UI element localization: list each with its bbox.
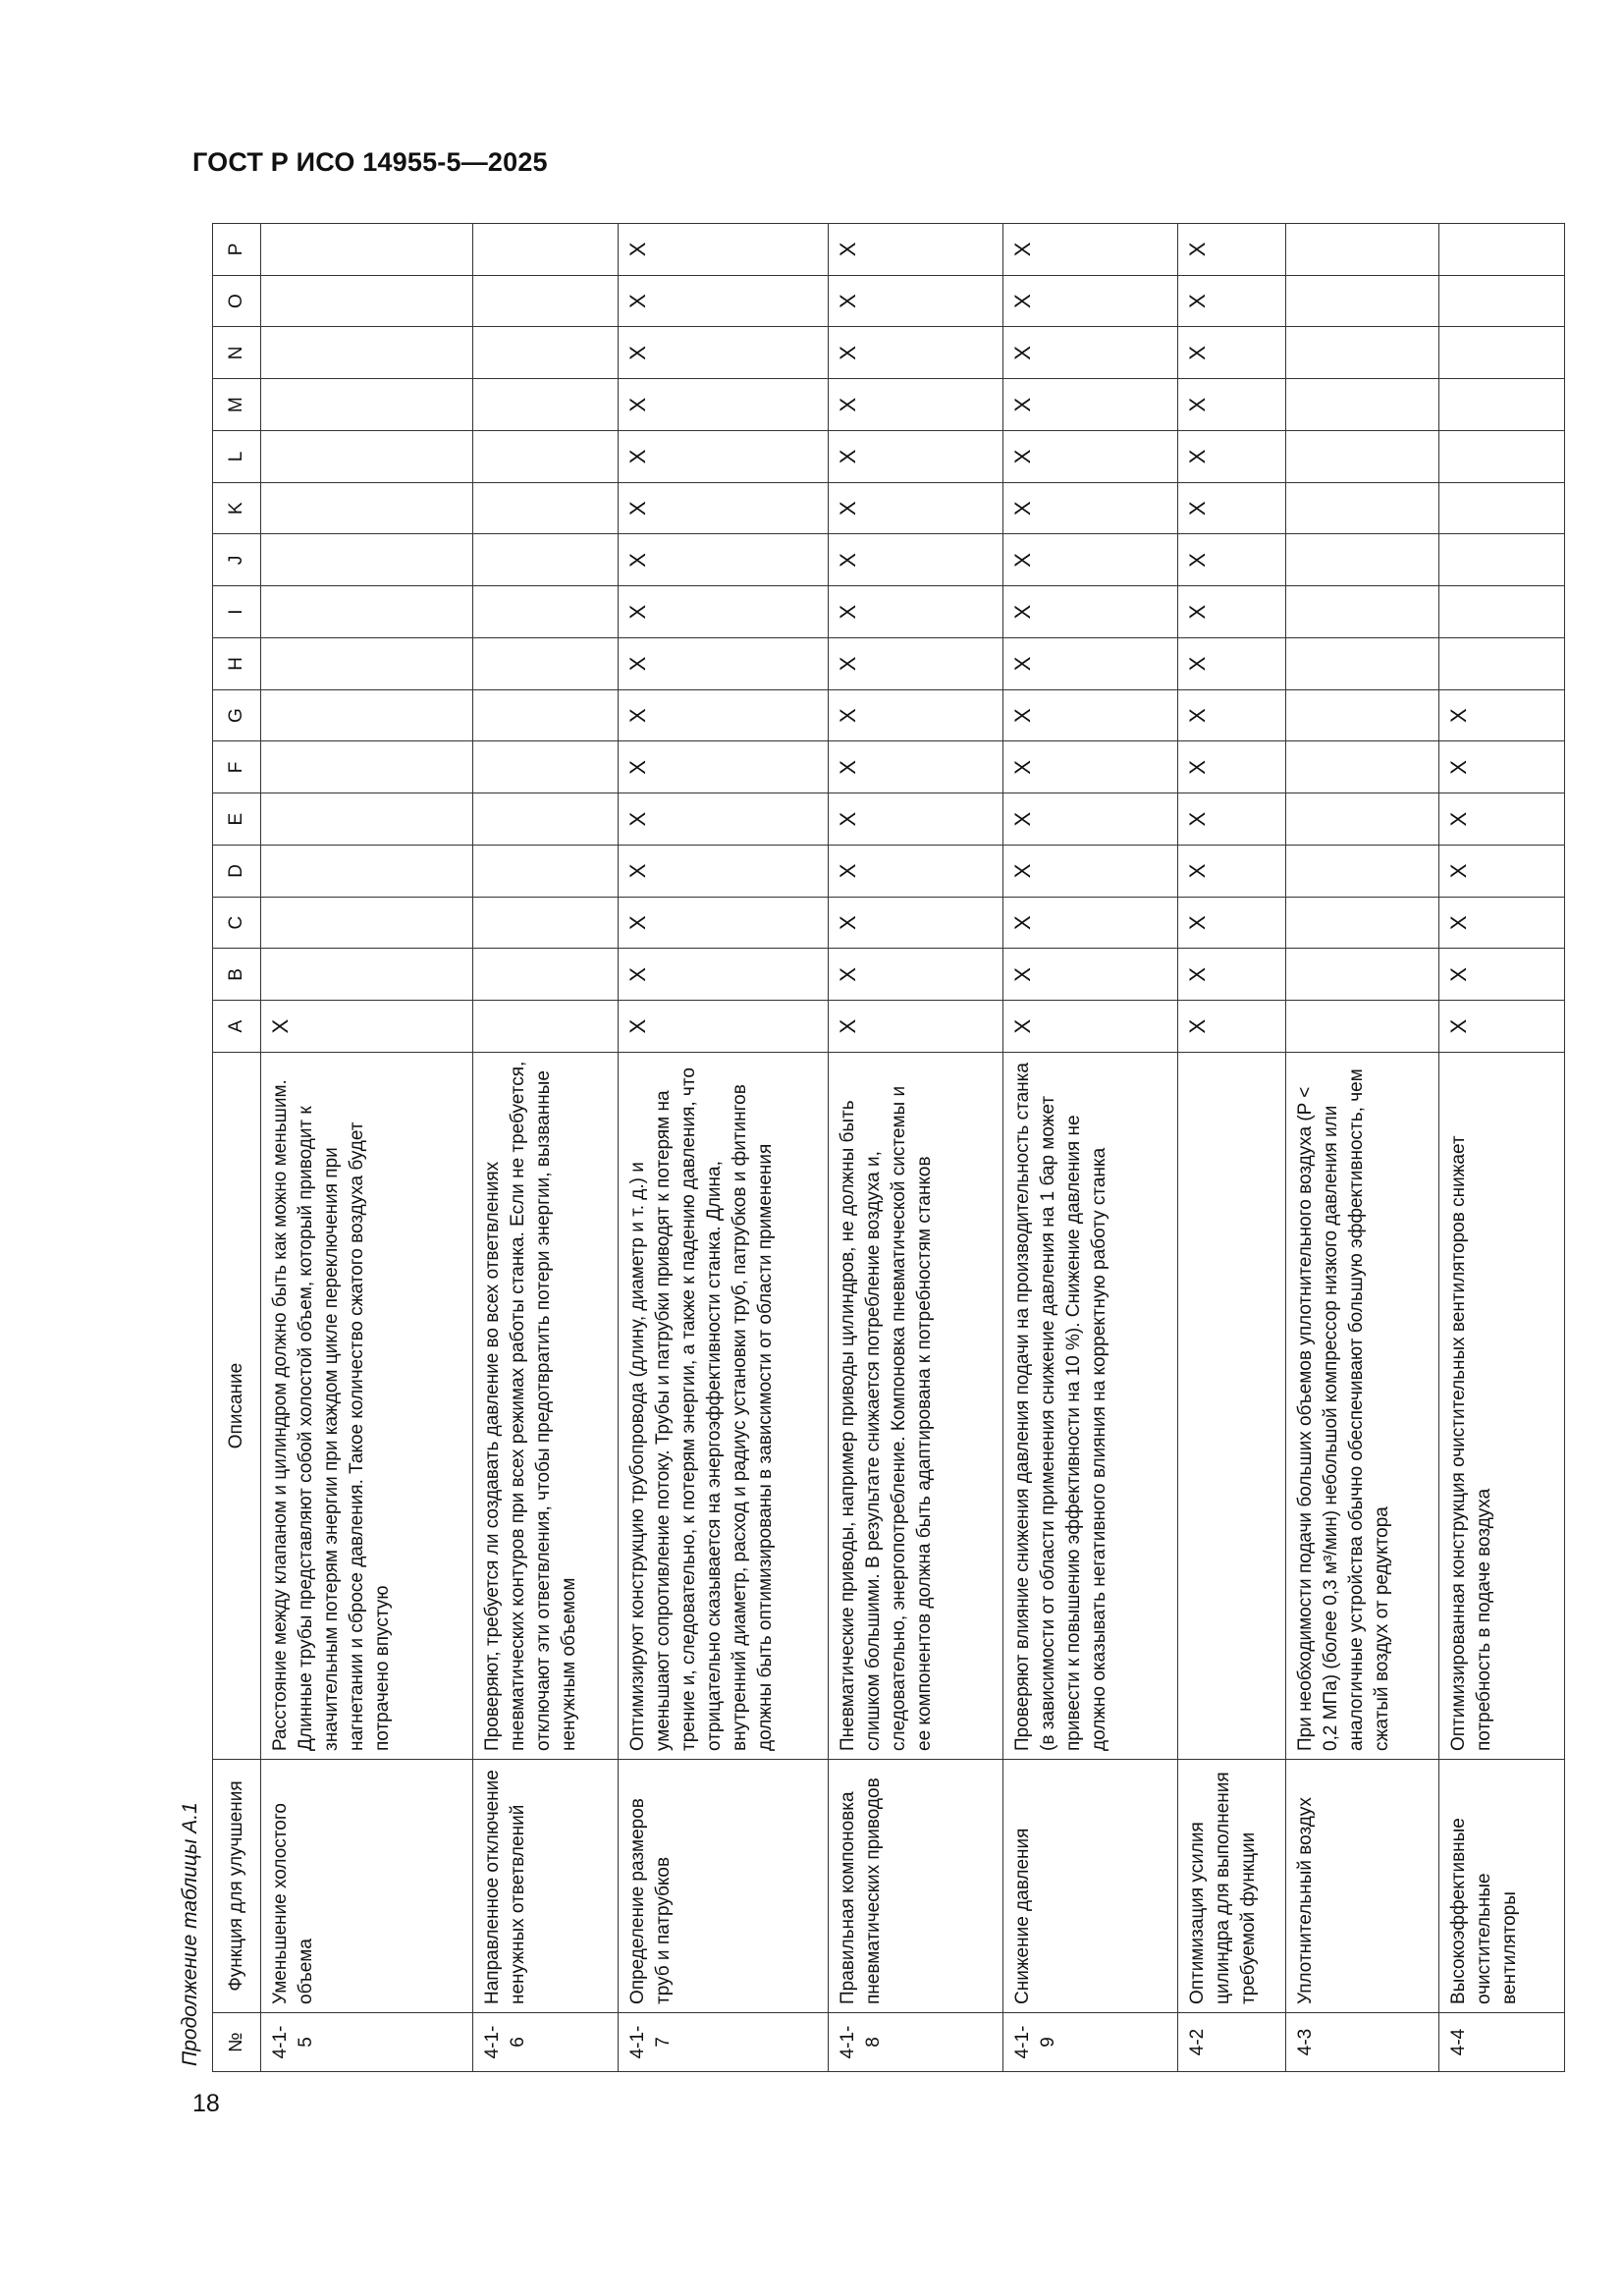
column-header: M: [213, 379, 261, 431]
applicability-mark: X: [829, 897, 1003, 949]
improvement-function: Высокоэффективные очистительные вентиляторы: [1439, 1760, 1565, 2013]
applicability-mark: X: [1178, 949, 1286, 1001]
applicability-mark: X: [1003, 379, 1178, 431]
applicability-mark: [261, 534, 473, 586]
applicability-mark: [261, 793, 473, 846]
applicability-mark: [473, 846, 619, 898]
applicability-mark: [473, 379, 619, 431]
applicability-mark: X: [829, 949, 1003, 1001]
column-header: K: [213, 482, 261, 534]
applicability-mark: X: [829, 586, 1003, 638]
applicability-mark: [261, 949, 473, 1001]
applicability-mark: X: [1003, 949, 1178, 1001]
improvement-function: Уменьшение холостого объема: [261, 1760, 473, 2013]
table-caption: Продолжение таблицы А.1: [179, 1802, 201, 2066]
applicability-mark: [261, 638, 473, 690]
applicability-mark: X: [619, 638, 829, 690]
applicability-mark: [261, 224, 473, 276]
improvement-functions-table: [212, 223, 1565, 2072]
applicability-mark: X: [1003, 586, 1178, 638]
applicability-mark: X: [1178, 275, 1286, 327]
applicability-mark: [1286, 224, 1439, 276]
function-description: Расстояние между клапаном и цилиндром должно быть как можно меньшим. Длинные трубы представляют собой холостой объем, который приводит к значительным потерям энергии при каждом цикле переключения при нагнетании и сбросе давления. Такое количество сжатого воздуха будет потрачено впустую: [261, 1053, 473, 1760]
applicability-mark: [1286, 1001, 1439, 1053]
applicability-mark: [261, 379, 473, 431]
applicability-mark: [261, 741, 473, 793]
applicability-mark: X: [829, 482, 1003, 534]
applicability-mark: X: [829, 638, 1003, 690]
applicability-mark: X: [1178, 741, 1286, 793]
applicability-mark: X: [1178, 586, 1286, 638]
applicability-mark: X: [619, 431, 829, 483]
applicability-mark: X: [1178, 482, 1286, 534]
table-row: [473, 224, 619, 2072]
applicability-mark: X: [1178, 431, 1286, 483]
row-number: 4-3: [1286, 2013, 1439, 2072]
applicability-mark: X: [1439, 897, 1565, 949]
applicability-mark: X: [829, 224, 1003, 276]
applicability-mark: X: [1003, 482, 1178, 534]
applicability-mark: X: [1439, 741, 1565, 793]
applicability-mark: X: [619, 793, 829, 846]
applicability-mark: X: [619, 741, 829, 793]
applicability-mark: X: [1003, 275, 1178, 327]
applicability-mark: [1286, 793, 1439, 846]
applicability-mark: [261, 327, 473, 379]
applicability-mark: X: [619, 224, 829, 276]
improvement-function: Оптимизация усилия цилиндра для выполнения требуемой функции: [1178, 1760, 1286, 2013]
column-header: L: [213, 431, 261, 483]
applicability-mark: [473, 431, 619, 483]
column-header: P: [213, 224, 261, 276]
applicability-mark: X: [829, 1001, 1003, 1053]
applicability-mark: X: [1178, 224, 1286, 276]
applicability-mark: [473, 793, 619, 846]
applicability-mark: X: [1439, 689, 1565, 741]
column-header: O: [213, 275, 261, 327]
applicability-mark: X: [829, 689, 1003, 741]
column-header: C: [213, 897, 261, 949]
applicability-mark: X: [829, 534, 1003, 586]
column-header: A: [213, 1001, 261, 1053]
applicability-mark: X: [619, 949, 829, 1001]
applicability-mark: X: [619, 275, 829, 327]
applicability-mark: [1286, 327, 1439, 379]
table-row: [829, 224, 1003, 2072]
table-header-row: [213, 224, 261, 2072]
applicability-mark: X: [261, 1001, 473, 1053]
applicability-mark: [1439, 482, 1565, 534]
applicability-mark: X: [829, 327, 1003, 379]
applicability-mark: [1286, 897, 1439, 949]
applicability-mark: X: [619, 897, 829, 949]
applicability-mark: [473, 586, 619, 638]
table-row: [261, 224, 473, 2072]
applicability-mark: X: [1003, 793, 1178, 846]
applicability-mark: [1286, 482, 1439, 534]
applicability-mark: X: [1003, 327, 1178, 379]
row-number: 4-2: [1178, 2013, 1286, 2072]
applicability-mark: [473, 1001, 619, 1053]
applicability-mark: [473, 482, 619, 534]
applicability-mark: [1286, 379, 1439, 431]
column-header: B: [213, 949, 261, 1001]
table-row: [1286, 224, 1439, 2072]
applicability-mark: X: [1178, 638, 1286, 690]
applicability-mark: [1286, 741, 1439, 793]
applicability-mark: [473, 275, 619, 327]
function-description: Проверяют влияние снижения давления подачи на производительность станка (в зависимости от области применения снижение давления на 1 бар может привести к повышению эффективности на 10 %). Снижение давления не должно оказывать негативного влияния на корректную работу станка: [1003, 1053, 1178, 1760]
column-header: E: [213, 793, 261, 846]
applicability-mark: [473, 949, 619, 1001]
row-number: 4-1-5: [261, 2013, 473, 2072]
applicability-mark: X: [829, 741, 1003, 793]
applicability-mark: [261, 482, 473, 534]
function-description: Пневматические приводы, например приводы цилиндров, не должны быть слишком большими. В результате снижается потребление воздуха и, следовательно, энергопотребление. Компоновка пневматической системы и ее компонентов должна быть адаптирована к потребностям станков: [829, 1053, 1003, 1760]
row-number: 4-1-9: [1003, 2013, 1178, 2072]
applicability-mark: [1286, 431, 1439, 483]
rotated-table-block: [177, 226, 1520, 2072]
function-description: Оптимизируют конструкцию трубопровода (длину, диаметр и т. д.) и уменьшают сопротивление потоку. Трубы и патрубки приводят к потерям на трение и, следовательно, к потерям энергии, а также к падению давления, что отрицательно сказывается на энергоэффективности станка. Длина, внутренний диаметр, расход и радиус установки труб, патрубков и фитингов должны быть оптимизированы в зависимости от области применения: [619, 1053, 829, 1760]
column-header: F: [213, 741, 261, 793]
applicability-mark: [1286, 689, 1439, 741]
applicability-mark: X: [1178, 1001, 1286, 1053]
row-number: 4-4: [1439, 2013, 1565, 2072]
column-header: J: [213, 534, 261, 586]
applicability-mark: X: [619, 379, 829, 431]
applicability-mark: [261, 586, 473, 638]
applicability-mark: X: [619, 689, 829, 741]
applicability-mark: X: [619, 846, 829, 898]
improvement-function: Снижение давления: [1003, 1760, 1178, 2013]
applicability-mark: X: [1178, 897, 1286, 949]
applicability-mark: X: [829, 275, 1003, 327]
applicability-mark: X: [829, 793, 1003, 846]
applicability-mark: X: [1439, 846, 1565, 898]
applicability-mark: X: [1178, 534, 1286, 586]
applicability-mark: X: [619, 482, 829, 534]
applicability-mark: [261, 275, 473, 327]
applicability-mark: X: [829, 431, 1003, 483]
applicability-mark: [261, 846, 473, 898]
applicability-mark: [1439, 275, 1565, 327]
table-row: [619, 224, 829, 2072]
function-description: [1178, 1053, 1286, 1760]
page-number: 18: [192, 2090, 220, 2117]
applicability-mark: [1286, 586, 1439, 638]
applicability-mark: X: [1003, 534, 1178, 586]
applicability-mark: X: [1003, 689, 1178, 741]
applicability-mark: [473, 534, 619, 586]
applicability-mark: X: [1003, 638, 1178, 690]
table-row: [1003, 224, 1178, 2072]
function-description: При необходимости подачи больших объемов уплотнительного воздуха (P < 0,2 МПа) (более 0,3 м³/мин) небольшой компрессор низкого давления или аналогичные устройства обычно обеспечивают большую эффективность, чем сжатый воздух от редуктора: [1286, 1053, 1439, 1760]
column-header: G: [213, 689, 261, 741]
applicability-mark: [1439, 534, 1565, 586]
applicability-mark: X: [1003, 1001, 1178, 1053]
applicability-mark: [473, 689, 619, 741]
table-row: [1439, 224, 1565, 2072]
applicability-mark: X: [1003, 431, 1178, 483]
improvement-function: Определение размеров труб и патрубков: [619, 1760, 829, 2013]
column-header: Описание: [213, 1053, 261, 1760]
column-header: D: [213, 846, 261, 898]
applicability-mark: X: [1178, 689, 1286, 741]
applicability-mark: [1439, 224, 1565, 276]
row-number: 4-1-8: [829, 2013, 1003, 2072]
applicability-mark: [1286, 638, 1439, 690]
applicability-mark: X: [1003, 846, 1178, 898]
applicability-mark: X: [1178, 327, 1286, 379]
applicability-mark: X: [619, 1001, 829, 1053]
applicability-mark: [473, 741, 619, 793]
applicability-mark: X: [1178, 379, 1286, 431]
function-description: Проверяют, требуется ли создавать давление во всех ответвлениях пневматических контуров при всех режимах работы станка. Если не требуется, отключают эти ответвления, чтобы предотвратить потери энергии, вызванные ненужным объемом: [473, 1053, 619, 1760]
applicability-mark: [473, 897, 619, 949]
applicability-mark: X: [619, 534, 829, 586]
applicability-mark: [473, 224, 619, 276]
applicability-mark: [1439, 431, 1565, 483]
applicability-mark: [1286, 275, 1439, 327]
function-description: Оптимизированная конструкция очистительных вентиляторов снижает потребность в подаче воздуха: [1439, 1053, 1565, 1760]
applicability-mark: [1286, 534, 1439, 586]
improvement-function: Уплотнительный воздух: [1286, 1760, 1439, 2013]
table-row: [1178, 224, 1286, 2072]
applicability-mark: X: [829, 379, 1003, 431]
applicability-mark: [1439, 638, 1565, 690]
applicability-mark: X: [1439, 1001, 1565, 1053]
applicability-mark: X: [619, 586, 829, 638]
applicability-mark: [261, 897, 473, 949]
column-header: Функция для улучшения: [213, 1760, 261, 2013]
applicability-mark: X: [1178, 793, 1286, 846]
applicability-mark: X: [1439, 793, 1565, 846]
applicability-mark: X: [1003, 897, 1178, 949]
column-header: H: [213, 638, 261, 690]
applicability-mark: [1439, 379, 1565, 431]
applicability-mark: [473, 638, 619, 690]
document-header: ГОСТ Р ИСО 14955-5—2025: [192, 147, 548, 177]
applicability-mark: X: [1003, 224, 1178, 276]
applicability-mark: [473, 327, 619, 379]
improvement-function: Направленное отключение ненужных ответвлений: [473, 1760, 619, 2013]
applicability-mark: X: [1178, 846, 1286, 898]
column-header: I: [213, 586, 261, 638]
row-number: 4-1-7: [619, 2013, 829, 2072]
applicability-mark: [1286, 949, 1439, 1001]
applicability-mark: [1286, 846, 1439, 898]
applicability-mark: [261, 689, 473, 741]
applicability-mark: [1439, 327, 1565, 379]
applicability-mark: [261, 431, 473, 483]
row-number: 4-1-6: [473, 2013, 619, 2072]
improvement-function: Правильная компоновка пневматических приводов: [829, 1760, 1003, 2013]
applicability-mark: X: [1439, 949, 1565, 1001]
column-header: N: [213, 327, 261, 379]
applicability-mark: X: [619, 327, 829, 379]
column-header: №: [213, 2013, 261, 2072]
applicability-mark: X: [1003, 741, 1178, 793]
applicability-mark: [1439, 586, 1565, 638]
applicability-mark: X: [829, 846, 1003, 898]
